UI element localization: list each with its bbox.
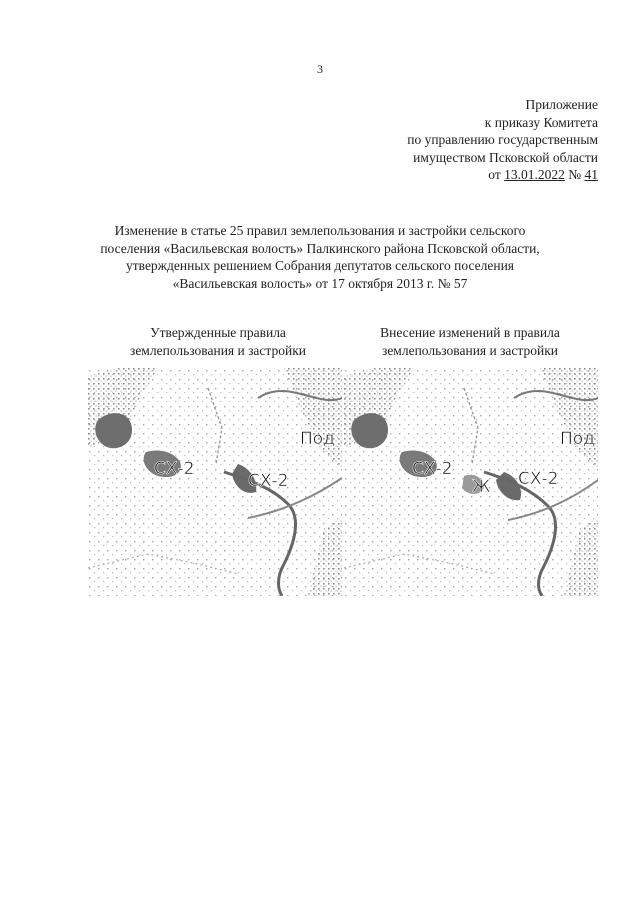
annex-header xyxy=(298,96,598,184)
date-prefix: от xyxy=(488,167,505,182)
number-prefix: № xyxy=(564,167,585,182)
amended-rules-map xyxy=(344,368,598,596)
caption-line: Утвержденные правила xyxy=(150,325,286,340)
zone-label: Ж xyxy=(472,477,491,497)
zone-label: СХ-2 xyxy=(518,469,559,489)
order-number: 41 xyxy=(584,167,598,182)
zone-label: СХ-2 xyxy=(248,471,289,491)
map-drawing xyxy=(344,368,598,596)
title-line: поселения «Васильевская волость» Палкинского района Псковской области, xyxy=(100,240,540,256)
zone-label: СХ-2 xyxy=(412,459,453,479)
annex-line: Приложение xyxy=(525,97,598,112)
zone-label: СХ-2 xyxy=(154,459,195,479)
annex-line: по управлению государственным xyxy=(407,132,598,147)
annex-line: имуществом Псковской области xyxy=(413,149,598,165)
approved-rules-map xyxy=(88,368,342,596)
zone-label: Под xyxy=(300,429,335,449)
left-panel-caption xyxy=(88,324,348,359)
annex-date-line xyxy=(298,166,598,184)
caption-line: землепользования и застройки xyxy=(381,342,558,358)
title-line: «Васильевская волость» от 17 октября 2013 г. № 57 xyxy=(172,275,468,291)
document-title xyxy=(60,222,580,292)
title-line: Изменение в статье 25 правил землепользования и застройки сельского xyxy=(114,223,526,238)
page-number: 3 xyxy=(317,62,323,76)
caption-line: землепользования и застройки xyxy=(129,342,306,358)
title-line: утвержденных решением Собрания депутатов сельского поселения xyxy=(126,258,514,273)
map-drawing xyxy=(88,368,342,596)
annex-line: к приказу Комитета xyxy=(484,114,598,130)
right-panel-caption xyxy=(340,324,600,359)
caption-line: Внесение изменений в правила xyxy=(380,325,560,340)
order-date: 13.01.2022 xyxy=(504,167,565,182)
zone-label: Под xyxy=(560,429,595,449)
